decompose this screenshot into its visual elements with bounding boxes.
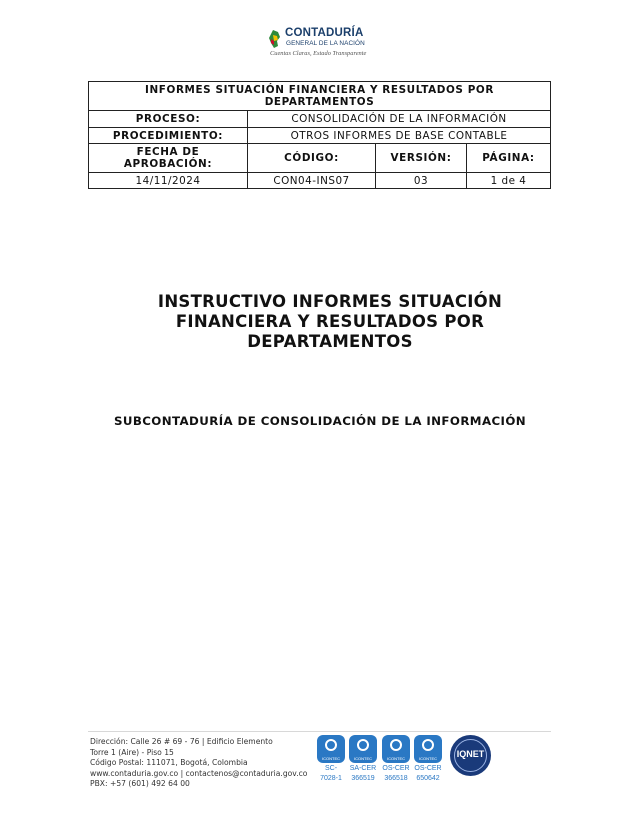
document-header-table: [88, 81, 551, 189]
icontec-icon: ICONTEC: [349, 735, 377, 763]
colombia-map-icon: [268, 29, 284, 49]
certification-badge: ICONTEC OS-CER 366518: [381, 735, 411, 782]
procedimiento-label: PROCEDIMIENTO:: [89, 128, 248, 144]
certification-badge: ICONTEC SC- 7028-1: [316, 735, 346, 782]
fecha-label: FECHA DE APROBACIÓN:: [89, 144, 248, 173]
footer-address: [90, 737, 307, 790]
certification-badge: ICONTEC OS-CER 650642: [413, 735, 443, 782]
footer-divider: [88, 731, 551, 732]
logo-brand-sub: GENERAL DE LA NACIÓN: [286, 40, 365, 47]
pagina-value: 1 de 4: [467, 173, 551, 189]
document-title: INSTRUCTIVO INFORMES SITUACIÓN FINANCIERA Y RESULTADOS POR DEPARTAMENTOS: [157, 292, 503, 351]
logo-tagline: Cuentas Claras, Estado Transparente: [270, 50, 367, 57]
address-line: PBX: +57 (601) 492 64 00: [90, 779, 190, 788]
header-title: INFORMES SITUACIÓN FINANCIERA Y RESULTADOS POR DEPARTAMENTOS: [89, 82, 551, 111]
icontec-icon: ICONTEC: [382, 735, 410, 763]
procedimiento-value: OTROS INFORMES DE BASE CONTABLE: [248, 128, 551, 144]
address-line: Dirección: Calle 26 # 69 - 76 | Edificio Elemento: [90, 737, 273, 746]
codigo-label: CÓDIGO:: [248, 144, 376, 173]
contaduria-logo: [268, 27, 378, 63]
pagina-label: PÁGINA:: [467, 144, 551, 173]
logo-brand: CONTADURÍA: [285, 27, 364, 39]
iqnet-icon: IQNET: [450, 735, 491, 776]
icontec-icon: ICONTEC: [317, 735, 345, 763]
codigo-value: CON04-INS07: [248, 173, 376, 189]
address-line: Código Postal: 111071, Bogotá, Colombia: [90, 758, 248, 767]
document-subtitle: SUBCONTADURÍA DE CONSOLIDACIÓN DE LA INFORMACIÓN: [113, 414, 527, 428]
version-label: VERSIÓN:: [376, 144, 467, 173]
address-line: Torre 1 (Aire) - Piso 15: [90, 747, 174, 757]
version-value: 03: [376, 173, 467, 189]
proceso-label: PROCESO:: [89, 111, 248, 128]
icontec-icon: ICONTEC: [414, 735, 442, 763]
certification-badge: ICONTEC SA-CER 366519: [348, 735, 378, 782]
address-line: www.contaduria.gov.co | contactenos@contaduria.gov.co: [90, 768, 308, 778]
proceso-value: CONSOLIDACIÓN DE LA INFORMACIÓN: [248, 111, 551, 128]
fecha-value: 14/11/2024: [89, 173, 248, 189]
